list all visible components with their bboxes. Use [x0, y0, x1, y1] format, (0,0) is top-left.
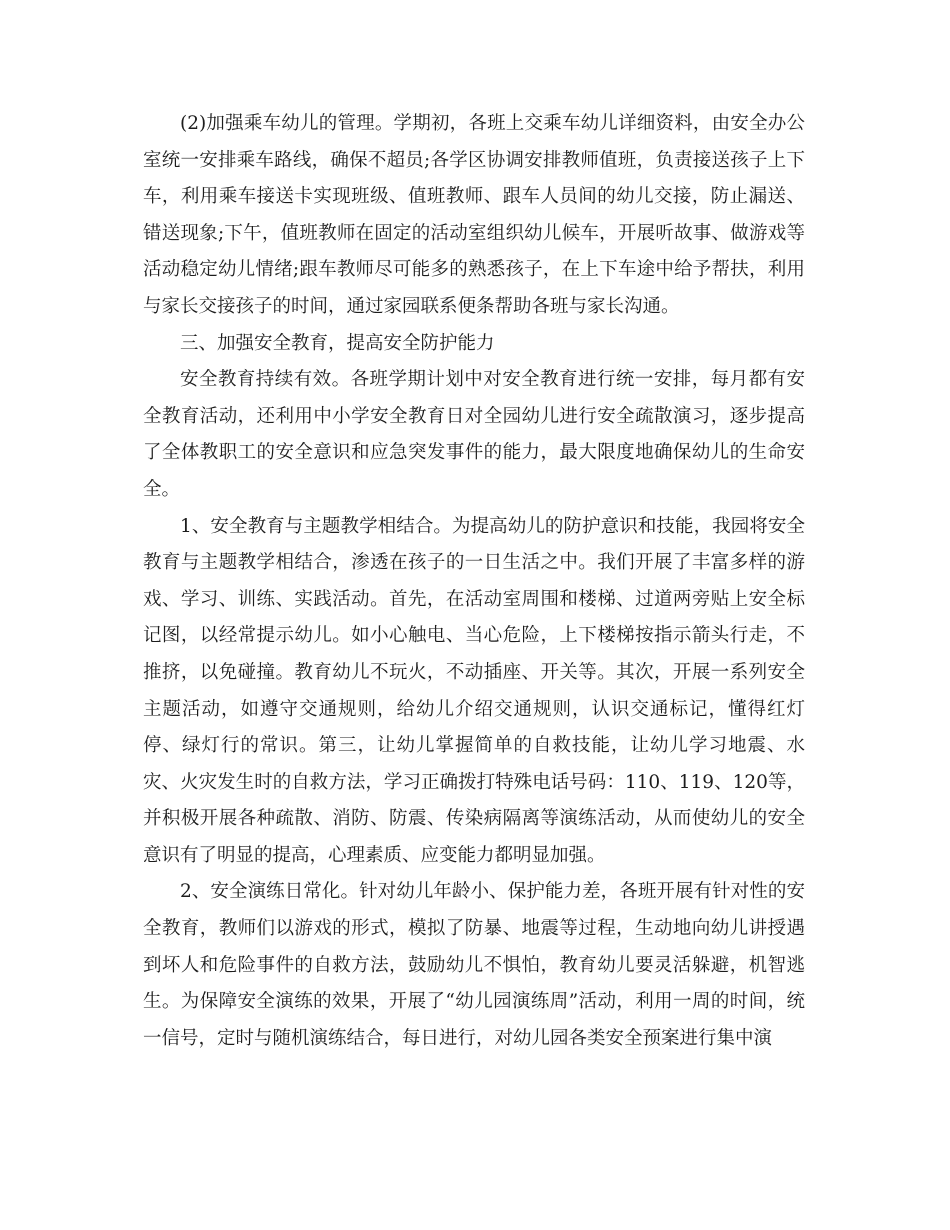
paragraph-bus-management: (2)加强乘车幼儿的管理。学期初，各班上交乘车幼儿详细资料，由安全办公室统一安排乘车路线，确保不超员;各学区协调安排教师值班，负责接送孩子上下车，利用乘车接送卡实现班级、值班教师、跟车人员间的幼儿交接，防止漏送、错送现象;下午，值班教师在固定的活动室组织幼儿候车，开展听故事、做游戏等活动稳定幼儿情绪;跟车教师尽可能多的熟悉孩子，在上下车途中给予帮扶，利用与家长交接孩子的时间，通过家园联系便条帮助各班与家长沟通。: [143, 113, 805, 317]
section-heading-safety-education: 三、加强安全教育，提高安全防护能力: [180, 332, 495, 354]
document-body: [143, 106, 805, 1057]
paragraph-safety-education-intro: 安全教育持续有效。各班学期计划中对安全教育进行统一安排，每月都有安全教育活动，还利用中小学安全教育日对全园幼儿进行安全疏散演习，逐步提高了全体教职工的安全意识和应急突发事件的能力，最大限度地确保幼儿的生命安全。: [143, 369, 805, 500]
paragraph-theme-teaching: 1、安全教育与主题教学相结合。为提高幼儿的防护意识和技能，我园将安全教育与主题教学相结合，渗透在孩子的一日生活之中。我们开展了丰富多样的游戏、学习、训练、实践活动。首先，在活动室周围和楼梯、过道两旁贴上安全标记图，以经常提示幼儿。如小心触电、当心危险，上下楼梯按指示箭头行走，不推挤，以免碰撞。教育幼儿不玩火，不动插座、开关等。其次，开展一系列安全主题活动，如遵守交通规则，给幼儿介绍交通规则，认识交通标记，懂得红灯停、绿灯行的常识。第三，让幼儿掌握简单的自救技能，让幼儿学习地震、水灾、火灾发生时的自救方法，学习正确拨打特殊电话号码：110、119、120等，并积极开展各种疏散、消防、防震、传染病隔离等演练活动，从而使幼儿的安全意识有了明显的提高，心理素质、应变能力都明显加强。: [143, 515, 805, 866]
paragraph-safety-drills: 2、安全演练日常化。针对幼儿年龄小、保护能力差，各班开展有针对性的安全教育，教师们以游戏的形式，模拟了防暴、地震等过程，生动地向幼儿讲授遇到坏人和危险事件的自救方法，鼓励幼儿不惧怕，教育幼儿要灵活躲避，机智逃生。为保障安全演练的效果，开展了“幼儿园演练周”活动，利用一周的时间，统一信号，定时与随机演练结合，每日进行，对幼儿园各类安全预案进行集中演: [143, 881, 805, 1049]
